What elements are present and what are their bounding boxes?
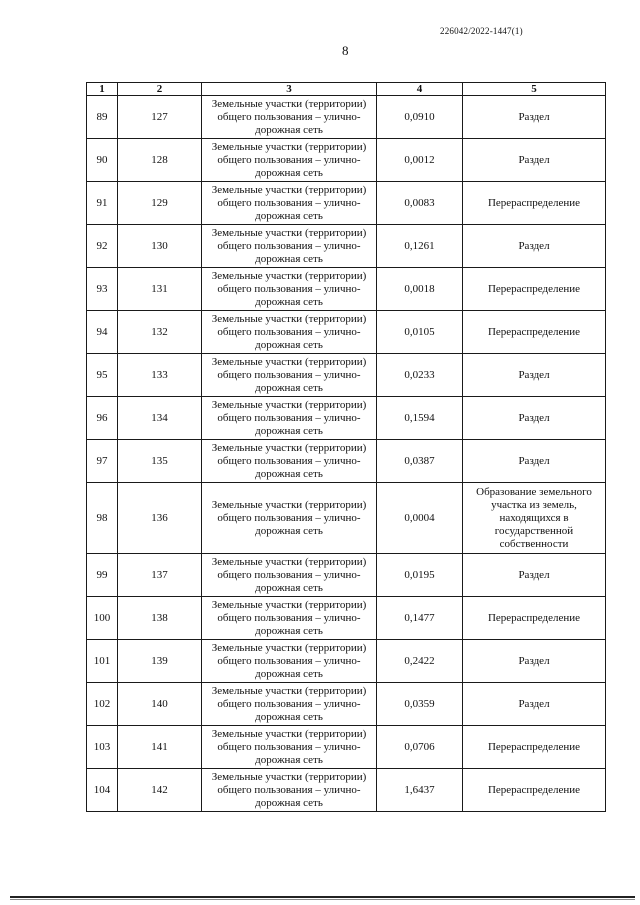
plot-area: 0,0233 bbox=[377, 354, 463, 397]
formation-method: Перераспределение bbox=[463, 597, 606, 640]
table-row bbox=[87, 139, 606, 182]
column-header-1: 1 bbox=[87, 83, 118, 96]
table-header-row bbox=[87, 83, 606, 96]
row-index: 102 bbox=[87, 683, 118, 726]
plot-number: 137 bbox=[118, 554, 202, 597]
table-row bbox=[87, 640, 606, 683]
table-row bbox=[87, 440, 606, 483]
row-index: 90 bbox=[87, 139, 118, 182]
plot-description: Земельные участки (территории) общего пользования – улично-дорожная сеть bbox=[202, 683, 377, 726]
plot-description: Земельные участки (территории) общего пользования – улично-дорожная сеть bbox=[202, 225, 377, 268]
plot-area: 0,0018 bbox=[377, 268, 463, 311]
formation-method: Перераспределение bbox=[463, 182, 606, 225]
plot-area: 1,6437 bbox=[377, 769, 463, 812]
table-row bbox=[87, 683, 606, 726]
land-plots-table bbox=[86, 82, 606, 812]
plot-number: 131 bbox=[118, 268, 202, 311]
row-index: 99 bbox=[87, 554, 118, 597]
plot-description: Земельные участки (территории) общего пользования – улично-дорожная сеть bbox=[202, 354, 377, 397]
plot-area: 0,0105 bbox=[377, 311, 463, 354]
plot-description: Земельные участки (территории) общего пользования – улично-дорожная сеть bbox=[202, 597, 377, 640]
row-index: 92 bbox=[87, 225, 118, 268]
plot-description: Земельные участки (территории) общего пользования – улично-дорожная сеть bbox=[202, 769, 377, 812]
plot-area: 0,0706 bbox=[377, 726, 463, 769]
plot-description: Земельные участки (территории) общего пользования – улично-дорожная сеть bbox=[202, 440, 377, 483]
plot-number: 133 bbox=[118, 354, 202, 397]
plot-description: Земельные участки (территории) общего пользования – улично-дорожная сеть bbox=[202, 311, 377, 354]
row-index: 104 bbox=[87, 769, 118, 812]
table-row bbox=[87, 311, 606, 354]
plot-description: Земельные участки (территории) общего пользования – улично-дорожная сеть bbox=[202, 726, 377, 769]
formation-method: Перераспределение bbox=[463, 268, 606, 311]
plot-number: 141 bbox=[118, 726, 202, 769]
row-index: 94 bbox=[87, 311, 118, 354]
plot-number: 136 bbox=[118, 483, 202, 554]
row-index: 96 bbox=[87, 397, 118, 440]
page-number: 8 bbox=[342, 43, 349, 58]
plot-number: 128 bbox=[118, 139, 202, 182]
row-index: 103 bbox=[87, 726, 118, 769]
column-header-3: 3 bbox=[202, 83, 377, 96]
formation-method: Раздел bbox=[463, 397, 606, 440]
plot-number: 142 bbox=[118, 769, 202, 812]
plot-number: 130 bbox=[118, 225, 202, 268]
plot-description: Земельные участки (территории) общего пользования – улично-дорожная сеть bbox=[202, 96, 377, 139]
plot-number: 129 bbox=[118, 182, 202, 225]
formation-method: Раздел bbox=[463, 554, 606, 597]
formation-method: Образование земельного участка из земель, находящихся в государственной собственности bbox=[463, 483, 606, 554]
row-index: 91 bbox=[87, 182, 118, 225]
column-header-2: 2 bbox=[118, 83, 202, 96]
plot-description: Земельные участки (территории) общего пользования – улично-дорожная сеть bbox=[202, 139, 377, 182]
plot-description: Земельные участки (территории) общего пользования – улично-дорожная сеть bbox=[202, 268, 377, 311]
column-header-4: 4 bbox=[377, 83, 463, 96]
plot-description: Земельные участки (территории) общего пользования – улично-дорожная сеть bbox=[202, 397, 377, 440]
table-row bbox=[87, 769, 606, 812]
formation-method: Перераспределение bbox=[463, 726, 606, 769]
formation-method: Перераспределение bbox=[463, 769, 606, 812]
table-row bbox=[87, 554, 606, 597]
plot-area: 0,0910 bbox=[377, 96, 463, 139]
table-row bbox=[87, 397, 606, 440]
table-row bbox=[87, 354, 606, 397]
row-index: 98 bbox=[87, 483, 118, 554]
plot-description: Земельные участки (территории) общего пользования – улично-дорожная сеть bbox=[202, 483, 377, 554]
plot-area: 0,0195 bbox=[377, 554, 463, 597]
plot-description: Земельные участки (территории) общего пользования – улично-дорожная сеть bbox=[202, 554, 377, 597]
plot-number: 134 bbox=[118, 397, 202, 440]
row-index: 89 bbox=[87, 96, 118, 139]
plot-description: Земельные участки (территории) общего пользования – улично-дорожная сеть bbox=[202, 640, 377, 683]
plot-area: 0,2422 bbox=[377, 640, 463, 683]
formation-method: Раздел bbox=[463, 139, 606, 182]
plot-area: 0,1594 bbox=[377, 397, 463, 440]
plot-number: 127 bbox=[118, 96, 202, 139]
formation-method: Раздел bbox=[463, 683, 606, 726]
plot-number: 139 bbox=[118, 640, 202, 683]
table-row bbox=[87, 726, 606, 769]
plot-number: 132 bbox=[118, 311, 202, 354]
plot-area: 0,1261 bbox=[377, 225, 463, 268]
plot-number: 138 bbox=[118, 597, 202, 640]
table-row bbox=[87, 597, 606, 640]
formation-method: Раздел bbox=[463, 354, 606, 397]
row-index: 97 bbox=[87, 440, 118, 483]
footer-divider-thin bbox=[10, 899, 635, 900]
row-index: 93 bbox=[87, 268, 118, 311]
plot-area: 0,0012 bbox=[377, 139, 463, 182]
footer-divider bbox=[10, 896, 635, 898]
table-row bbox=[87, 483, 606, 554]
table-row bbox=[87, 182, 606, 225]
table-row bbox=[87, 225, 606, 268]
plot-number: 135 bbox=[118, 440, 202, 483]
row-index: 95 bbox=[87, 354, 118, 397]
formation-method: Раздел bbox=[463, 96, 606, 139]
row-index: 101 bbox=[87, 640, 118, 683]
table-row bbox=[87, 96, 606, 139]
plot-area: 0,0083 bbox=[377, 182, 463, 225]
formation-method: Раздел bbox=[463, 640, 606, 683]
plot-number: 140 bbox=[118, 683, 202, 726]
formation-method: Раздел bbox=[463, 225, 606, 268]
table-row bbox=[87, 268, 606, 311]
formation-method: Перераспределение bbox=[463, 311, 606, 354]
plot-description: Земельные участки (территории) общего пользования – улично-дорожная сеть bbox=[202, 182, 377, 225]
plot-area: 0,0359 bbox=[377, 683, 463, 726]
plot-area: 0,0004 bbox=[377, 483, 463, 554]
plot-area: 0,1477 bbox=[377, 597, 463, 640]
column-header-5: 5 bbox=[463, 83, 606, 96]
formation-method: Раздел bbox=[463, 440, 606, 483]
plot-area: 0,0387 bbox=[377, 440, 463, 483]
document-id: 226042/2022-1447(1) bbox=[440, 26, 523, 36]
row-index: 100 bbox=[87, 597, 118, 640]
